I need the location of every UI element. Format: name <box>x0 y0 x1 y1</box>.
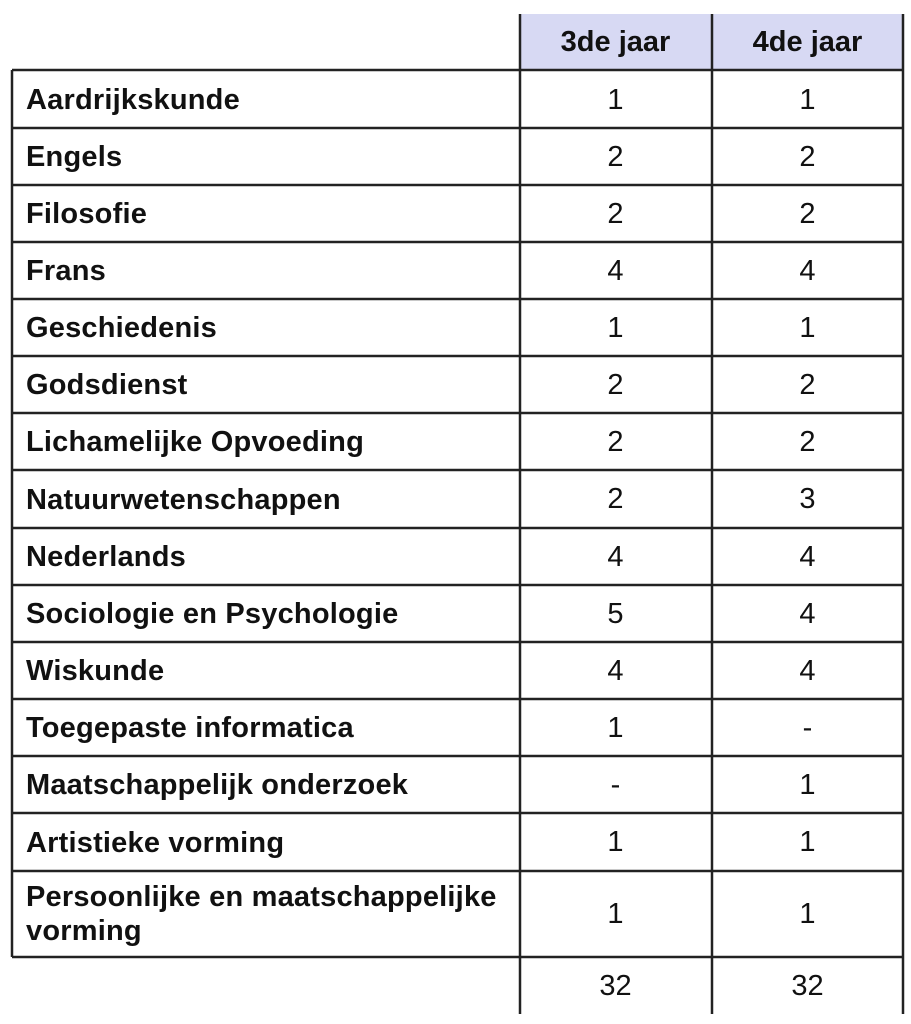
hours-3de-jaar: 2 <box>607 483 624 515</box>
hours-4de-jaar: 1 <box>799 826 816 858</box>
subject-label: Lichamelijke Opvoeding <box>26 426 364 458</box>
hours-4de-jaar: 1 <box>799 897 816 930</box>
hours-4de-jaar: 2 <box>799 368 816 401</box>
hours-3de-jaar: 1 <box>607 826 624 858</box>
hours-4de-jaar: - <box>802 711 813 744</box>
subject-label: Nederlands <box>26 541 186 573</box>
hours-3de-jaar: 1 <box>607 897 624 930</box>
subject-label: Wiskunde <box>26 655 165 687</box>
hours-3de-jaar: 2 <box>607 425 624 458</box>
hours-3de-jaar: 4 <box>607 654 624 687</box>
subject-label: Persoonlijke en maatschappelijke vorming <box>26 881 497 947</box>
subject-label: Aardrijkskunde <box>26 84 240 116</box>
hours-3de-jaar: 1 <box>607 311 624 344</box>
hours-4de-jaar: 4 <box>799 597 816 630</box>
subject-label: Filosofie <box>26 198 148 230</box>
hours-3de-jaar: 1 <box>607 83 624 116</box>
hours-4de-jaar: 2 <box>799 197 816 230</box>
hours-4de-jaar: 4 <box>799 254 816 287</box>
total-4de-jaar: 32 <box>791 969 824 1002</box>
hours-3de-jaar: 2 <box>607 368 624 401</box>
subject-label: Sociologie en Psychologie <box>26 598 399 630</box>
column-header-4de-jaar: 4de jaar <box>752 25 863 58</box>
hours-3de-jaar: 2 <box>607 197 624 230</box>
subject-label: Geschiedenis <box>26 312 217 344</box>
subject-label: Frans <box>26 255 106 287</box>
hours-3de-jaar: - <box>610 768 621 801</box>
subject-label: Toegepaste informatica <box>26 712 354 744</box>
subject-label: Natuurwetenschappen <box>26 483 341 516</box>
column-header-3de-jaar: 3de jaar <box>560 25 671 58</box>
subject-label: Godsdienst <box>26 369 188 401</box>
hours-4de-jaar: 1 <box>799 768 816 801</box>
hours-4de-jaar: 4 <box>799 654 816 687</box>
hours-4de-jaar: 3 <box>799 483 816 515</box>
hours-3de-jaar: 4 <box>607 540 624 573</box>
hours-3de-jaar: 1 <box>607 711 624 744</box>
hours-3de-jaar: 2 <box>607 140 624 173</box>
subject-label: Maatschappelijk onderzoek <box>26 769 409 801</box>
subject-label: Engels <box>26 141 123 173</box>
hours-4de-jaar: 1 <box>799 311 816 344</box>
subject-label: Artistieke vorming <box>26 826 285 859</box>
hours-3de-jaar: 4 <box>607 254 624 287</box>
total-3de-jaar: 32 <box>599 969 632 1002</box>
hours-4de-jaar: 4 <box>799 540 816 573</box>
hours-4de-jaar: 1 <box>799 83 816 116</box>
hours-4de-jaar: 2 <box>799 425 816 458</box>
hours-4de-jaar: 2 <box>799 140 816 173</box>
hours-3de-jaar: 5 <box>607 597 624 630</box>
